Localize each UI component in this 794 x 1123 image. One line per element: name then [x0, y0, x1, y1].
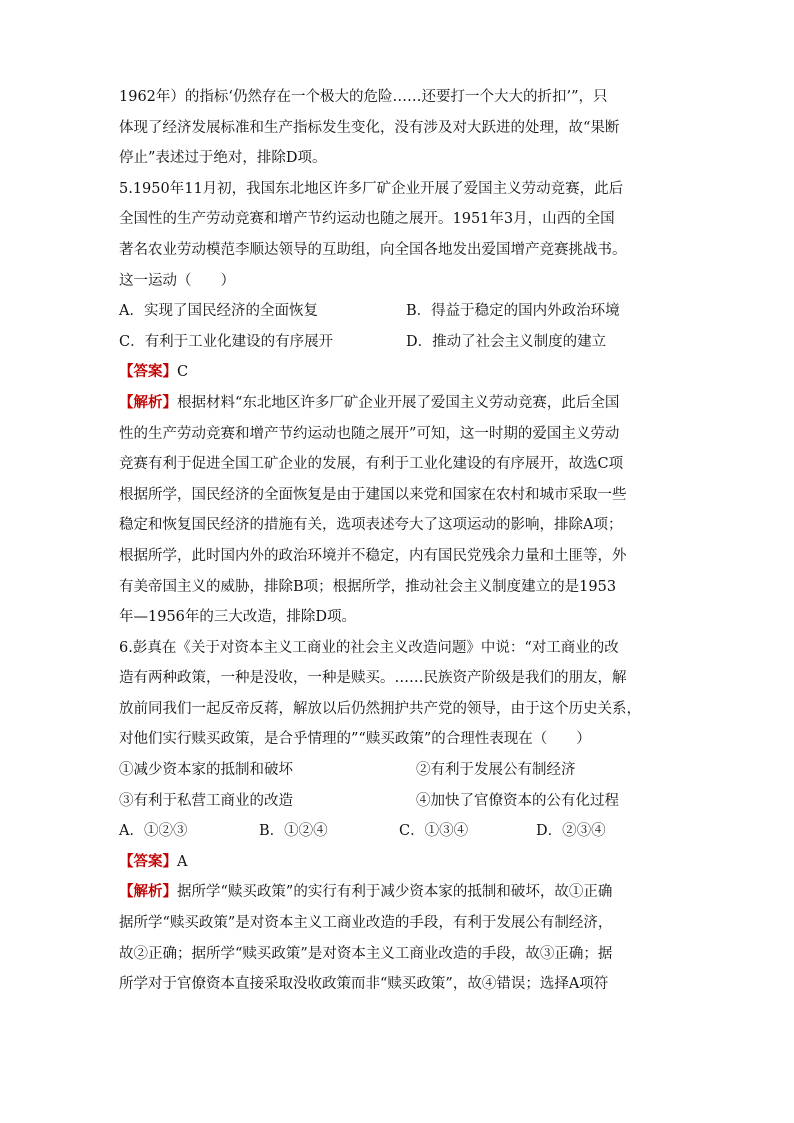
q5-analysis-line-5: 稳定和恢复国民经济的措施有关，选项表述夸大了这项运动的影响，排除A项； [119, 517, 623, 534]
q5-option-a: A．实现了国民经济的全面恢复 [119, 303, 318, 320]
q5-analysis-tag: 【解析】 [119, 393, 177, 411]
q6-option-b: B．①②④ [259, 823, 328, 840]
q5-stem-line-3: 著名农业劳动模范李顺达领导的互助组，向全国各地发出爱国增产竞赛挑战书。 [119, 241, 627, 258]
q5-answer-line [119, 357, 685, 388]
q5-analysis-line-4: 根据所学，国民经济的全面恢复是由于建国以来党和国家在农村和城市采取一些 [119, 486, 627, 503]
intro-line-3: 停止”表述过于绝对，排除D项。 [119, 150, 327, 167]
q5-option-b: B．得益于稳定的国内外政治环境 [406, 303, 620, 320]
q5-option-c: C．有利于工业化建设的有序展开 [119, 333, 334, 350]
q6-answer-line [119, 847, 685, 878]
q6-analysis-line-3: 故②正确；据所学“赎买政策”是对资本主义工商业改造的手段，故③正确；据 [119, 945, 613, 962]
intro-line-2: 体现了经济发展标准和生产指标发生变化，没有涉及对大跃进的处理，故“果断 [119, 119, 620, 136]
q6-answer-tag: 【答案】 [119, 852, 177, 870]
q6-analysis-text: 据所学“赎买政策”的实行有利于减少资本家的抵制和破坏，故①正确 [177, 884, 613, 901]
q6-analysis-line-4: 所学对于官僚资本直接采取没收政策而非“赎买政策”，故④错误；选择A项符 [119, 976, 609, 993]
q5-stem-line-1: 5.1950年11月初，我国东北地区许多厂矿企业开展了爱国主义劳动竞赛，此后 [119, 180, 624, 197]
q6-items-row-1 [119, 755, 685, 786]
q5-options-row-1 [119, 296, 685, 327]
q5-analysis-line-3: 竞赛有利于促进全国工矿企业的发展，有利于工业化建设的有序展开，故选C项 [119, 456, 624, 473]
q5-stem-line-2: 全国性的生产劳动竞赛和增产节约运动也随之展开。1951年3月，山西的全国 [119, 211, 615, 228]
intro-line-1: 1962年）的指标‘仍然存在一个极大的危险……还要打一个大大的折扣’”，只 [119, 89, 608, 105]
q5-analysis-line-6: 根据所学，此时国内外的政治环境并不稳定，内有国民党残余力量和土匪等，外 [119, 547, 627, 564]
q5-analysis-line-1 [119, 388, 685, 419]
document-content [119, 82, 685, 1000]
q6-stem-line-3: 放前同我们一起反帝反蒋，解放以后仍然拥护共产党的领导，由于这个历史关系， [119, 700, 641, 717]
q5-stem-line-4: 这一运动（ ） [119, 272, 235, 289]
q6-answer-value: A [177, 853, 188, 870]
q6-analysis-line-2: 据所学“赎买政策”是对资本主义工商业改造的手段，有利于发展公有制经济， [119, 915, 613, 932]
q5-options-row-2 [119, 327, 685, 358]
q6-stem-line-2: 造有两种政策，一种是没收，一种是赎买。……民族资产阶级是我们的朋友，解 [119, 670, 627, 687]
q6-items-row-2 [119, 786, 685, 817]
q6-stem-line-1: 6.彭真在《关于对资本主义工商业的社会主义改造问题》中说：“对工商业的改 [119, 639, 619, 656]
q6-item-4: ④加快了官僚资本的公有化过程 [416, 792, 619, 809]
q6-item-3: ③有利于私营工商业的改造 [119, 792, 293, 809]
q5-analysis-line-7: 有美帝国主义的威胁，排除B项；根据所学，推动社会主义制度建立的是1953 [119, 578, 617, 595]
q6-option-a: A．①②③ [119, 823, 188, 840]
q6-option-d: D．②③④ [536, 823, 606, 840]
q5-analysis-text: 根据材料“东北地区许多厂矿企业开展了爱国主义劳动竞赛，此后全国 [177, 394, 620, 411]
q5-analysis-line-8: 年—1956年的三大改造，排除D项。 [119, 609, 357, 626]
q6-item-2: ②有利于发展公有制经济 [416, 762, 576, 779]
q6-options-row [119, 816, 685, 847]
q6-option-c: C．①③④ [399, 823, 469, 840]
q6-item-1: ①减少资本家的抵制和破坏 [119, 762, 293, 779]
q6-stem-line-4: 对他们实行赎买政策，是合乎情理的”“赎买政策”的合理性表现在（ ） [119, 731, 591, 748]
q5-analysis-line-2: 性的生产劳动竞赛和增产节约运动也随之展开”可知，这一时期的爱国主义劳动 [119, 425, 620, 442]
q5-option-d: D．推动了社会主义制度的建立 [406, 333, 607, 350]
q5-answer-value: C [177, 364, 189, 381]
q6-analysis-tag: 【解析】 [119, 883, 177, 901]
q6-analysis-line-1 [119, 877, 685, 908]
q5-answer-tag: 【答案】 [119, 363, 177, 381]
